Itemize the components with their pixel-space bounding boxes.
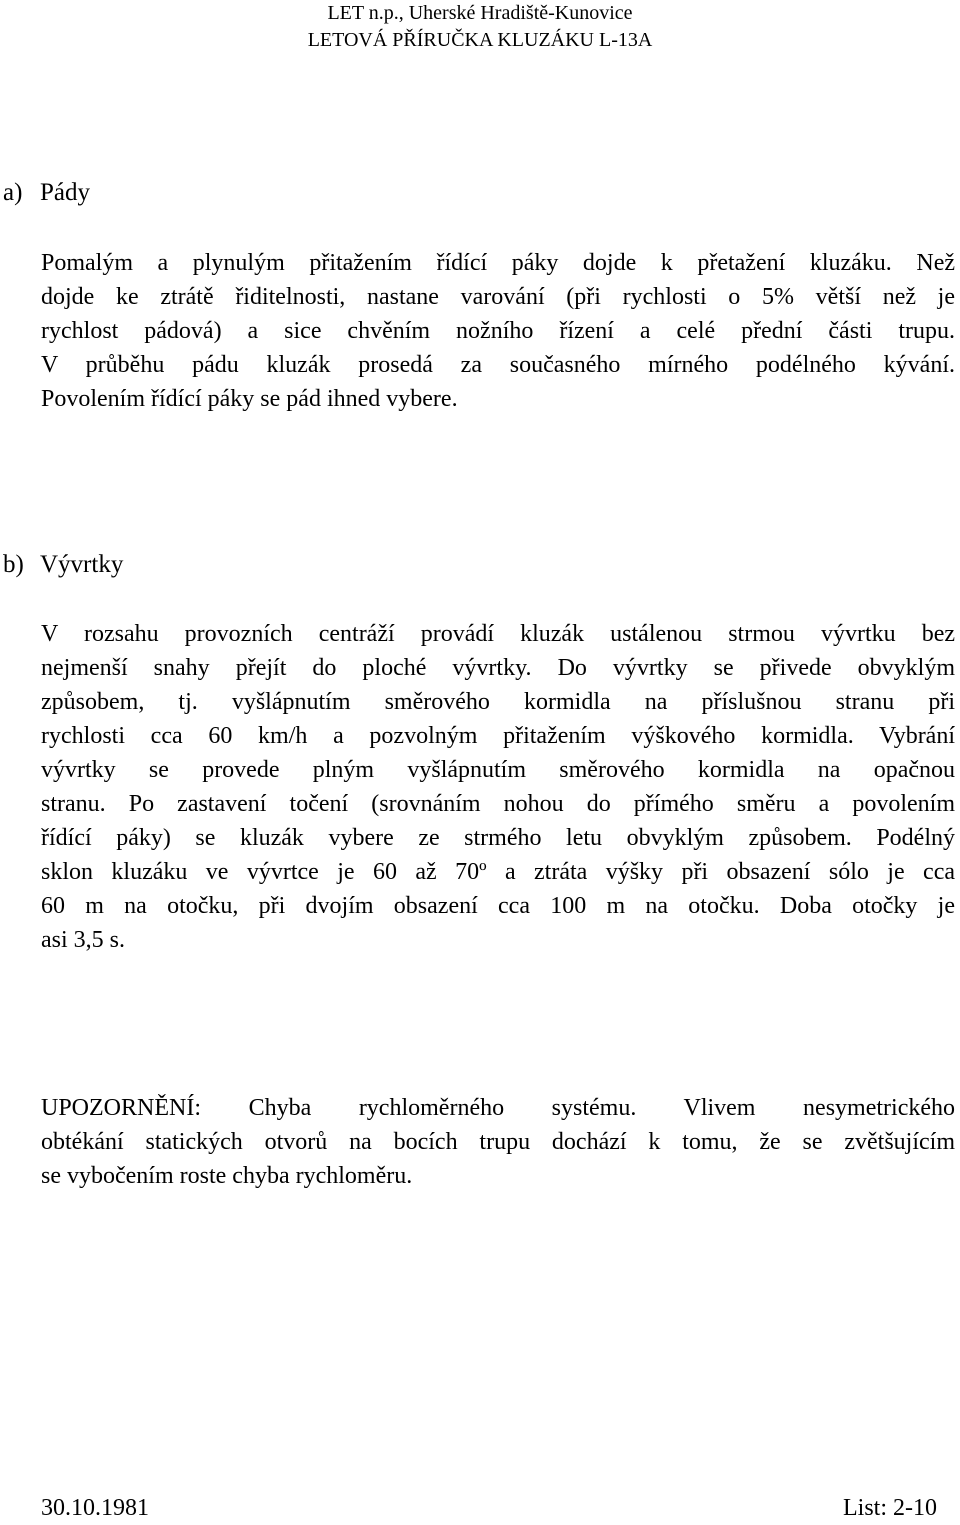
header-manual-title: LETOVÁ PŘÍRUČKA KLUZÁKU L-13A [307,29,653,51]
footer-page-number: List: 2-10 [843,1495,937,1521]
section-a-title: Pády [40,179,90,206]
paragraph-line: nejmenší snahy přejít do ploché vývrtky. Do vývrtky se přivede obvyklým [41,655,955,681]
section-a-letter: a) [3,179,23,206]
paragraph-line: řídící páky) se kluzák vybere ze strmého letu obvyklým způsobem. Podélný [41,825,955,851]
section-b-paragraph [41,617,955,957]
section-a-heading [3,177,90,209]
warning-paragraph [41,1091,955,1193]
section-a-paragraph [41,246,955,416]
paragraph-line: rychlosti cca 60 km/h a pozvolným přitažením výškového kormidla. Vybrání [41,723,955,749]
paragraph-line: sklon kluzáku ve vývrtce je 60 až 70º a ztráta výšky při obsazení sólo je cca [41,859,955,885]
section-b-letter: b) [3,551,24,578]
paragraph-line: dojde ke ztrátě řiditelnosti, nastane varování (při rychlosti o 5% větší než je [41,284,955,310]
header-publisher: LET n.p., Uherské Hradiště-Kunovice [327,2,633,24]
paragraph-line: rychlost pádová) a sice chvěním nožního řízení a celé přední části trupu. [41,318,955,344]
paragraph-line: obtékání statických otvorů na bocích trupu dochází k tomu, že se zvětšujícím [41,1129,955,1155]
paragraph-line: Povolením řídící páky se pád ihned vybere. [41,386,458,412]
paragraph-line: vývrtky se provede plným vyšlápnutím směrového kormidla na opačnou [41,757,955,783]
paragraph-line: způsobem, tj. vyšlápnutím směrového kormidla na příslušnou stranu při [41,689,955,715]
paragraph-line: UPOZORNĚNÍ: Chyba rychloměrného systému. Vlivem nesymetrického [41,1095,955,1121]
document-header [0,0,960,54]
section-b-heading [3,549,123,581]
paragraph-line: Pomalým a plynulým přitažením řídící páky dojde k přetažení kluzáku. Než [41,250,955,276]
footer-date: 30.10.1981 [41,1495,149,1521]
paragraph-line: asi 3,5 s. [41,927,125,953]
section-b-title: Vývrtky [40,551,124,578]
paragraph-line: 60 m na otočku, při dvojím obsazení cca 100 m na otočku. Doba otočky je [41,893,955,919]
paragraph-line: V průběhu pádu kluzák prosedá za současného mírného podélného kývání. [41,352,955,378]
paragraph-line: stranu. Po zastavení točení (srovnáním nohou do přímého směru a povolením [41,791,955,817]
paragraph-line: V rozsahu provozních centráží provádí kluzák ustálenou strmou vývrtku bez [41,621,955,647]
paragraph-line: se vybočením roste chyba rychloměru. [41,1163,413,1189]
